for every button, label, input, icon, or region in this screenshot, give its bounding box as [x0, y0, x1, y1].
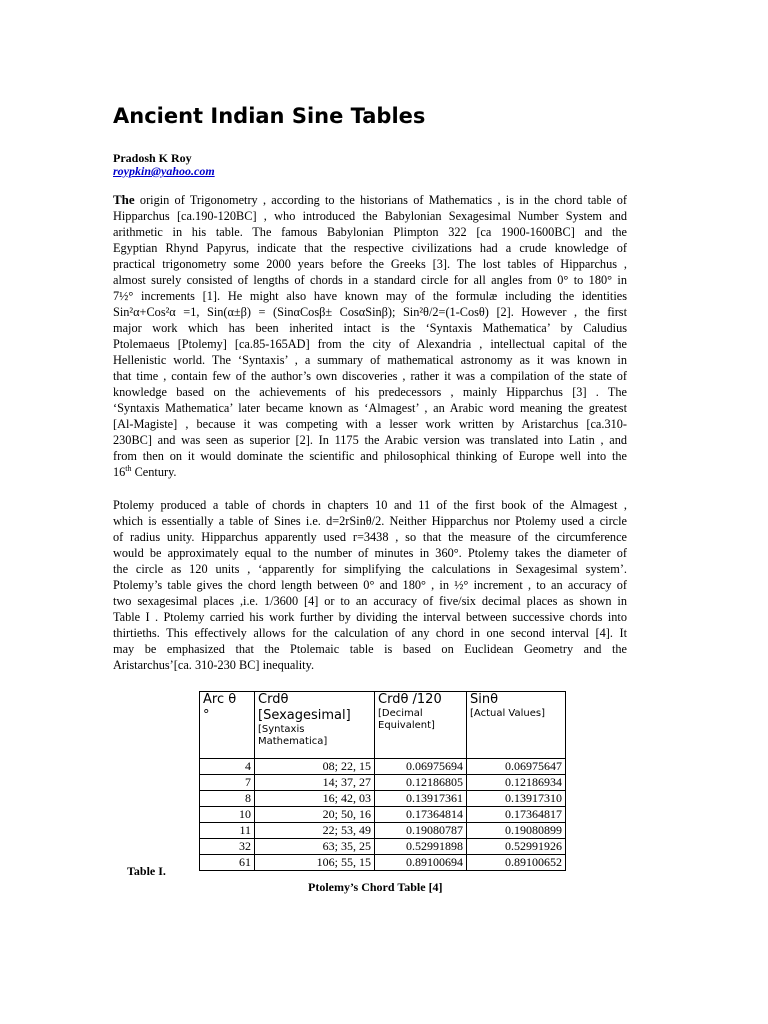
line-text: Century.: [131, 465, 177, 479]
table-row: [200, 839, 566, 855]
text-line: Ptolemy produced a table of chords in chapters 10 and 11 of the first book of the Almagest ,: [113, 498, 627, 512]
header-sin-label: Sinθ: [470, 692, 499, 707]
header-dec-note: [Decimal Equivalent]: [378, 708, 435, 731]
cell-sin: 0.06975647: [467, 759, 566, 775]
text-line: Aristarchus’[ca. 310-230 BC] inequality.: [113, 658, 315, 672]
header-arc-label: Arc θ: [203, 692, 237, 707]
text-line: [113, 192, 627, 208]
table-row: [200, 791, 566, 807]
header-sin-note: [Actual Values]: [470, 708, 545, 719]
text-line: Hipparchus [ca.190-120BC] , who introduced the Babylonian Sexagesimal Number System and: [113, 209, 627, 223]
cell-dec: 0.13917361: [375, 791, 467, 807]
text-line: Ptolemaeus [Ptolemy] [ca.85-165AD] from the city of Alexandria , intellectual capital of the: [113, 337, 627, 351]
cell-crd: 22; 53, 49: [255, 823, 375, 839]
paragraph-ptolemy: [113, 497, 627, 673]
cell-dec: 0.12186805: [375, 775, 467, 791]
text-line: Ptolemy’s table gives the chord length between 0° and 180° , in ½° increment , to an accuracy of: [113, 578, 627, 592]
cell-crd: 106; 55, 15: [255, 855, 375, 871]
text-line: that time , contain few of the author’s own discoveries , rather it was a compilation of the state of: [113, 369, 627, 383]
line-text: origin of Trigonometry , according to the historians of Mathematics , is in the chord table of: [134, 193, 627, 207]
century-number: 16: [113, 465, 126, 479]
table-caption: Ptolemy’s Chord Table [4]: [308, 880, 443, 894]
author-email-link[interactable]: roypkin@yahoo.com: [113, 164, 215, 178]
cell-crd: 16; 42, 03: [255, 791, 375, 807]
author-name: Pradosh K Roy: [113, 151, 192, 165]
header-dec: [375, 692, 467, 759]
text-line: from then on it would dominate the scientific and philosophical thinking of Europe well into the: [113, 449, 627, 463]
cell-dec: 0.06975694: [375, 759, 467, 775]
table-row: [200, 823, 566, 839]
text-line: [113, 464, 627, 480]
cell-arc: 10: [200, 807, 255, 823]
text-line: knowledge based on the achievements of his predecessors , mainly Hipparchus [3] . The: [113, 385, 627, 399]
cell-sin: 0.13917310: [467, 791, 566, 807]
header-crd-note: [Syntaxis Mathematica]: [258, 724, 328, 747]
table-row: [200, 775, 566, 791]
text-line: the circle as 120 units , ‘apparently for simplifying the calculations in Sexagesimal system’.: [113, 562, 627, 576]
text-line: which is essentially a table of Sines i.e. d=2rSinθ/2. Neither Hipparchus nor Ptolemy used a circle: [113, 514, 627, 528]
text-line: Table I . Ptolemy carried his work further by dividing the interval between successive chords into: [113, 610, 627, 624]
text-line: Hellenistic world. The ‘Syntaxis’ , a summary of mathematical astronomy as it was known in: [113, 353, 627, 367]
table-row: [200, 807, 566, 823]
text-line: 230BC] and was seen as superior [2]. In 1175 the Arabic version was translated into Latin , and: [113, 433, 627, 447]
text-line: Sin²α+Cos²α =1, Sin(α±β) = (SinαCosβ± CosαSinβ); Sin²θ/2=(1-Cosθ) [2]. However , the first: [113, 305, 627, 319]
cell-sin: 0.89100652: [467, 855, 566, 871]
cell-arc: 4: [200, 759, 255, 775]
table-row: [200, 855, 566, 871]
text-line: 7½° increments [1]. He might also have known may of the formulæ including the identities: [113, 289, 627, 303]
cell-arc: 8: [200, 791, 255, 807]
document-title: Ancient Indian Sine Tables: [113, 104, 426, 128]
cell-crd: 20; 50, 16: [255, 807, 375, 823]
header-crd-sub: [Sexagesimal]: [258, 708, 351, 723]
cell-arc: 11: [200, 823, 255, 839]
text-line: of radius unity. Hipparchus apparently used r=3438 , so that the measure of the circumference: [113, 530, 627, 544]
text-line: major work which has been inherited intact is the ‘Syntaxis Mathematica’ by Caludius: [113, 321, 627, 335]
header-arc-unit: °: [203, 708, 210, 723]
text-line: two sexagesimal places ,i.e. 1/3600 [4] or to an accuracy of five/six decimal places as shown in: [113, 594, 627, 608]
text-line: Egyptian Rhynd Papyrus, indicate that the respective civilizations had a crude knowledge of: [113, 241, 627, 255]
text-line: [Al-Magiste] , because it was competing with a lesser work written by Aristarchus [ca.310-: [113, 417, 627, 431]
text-line: may be emphasized that the Ptolemaic table is based on Euclidean Geometry and the: [113, 642, 627, 656]
header-dec-label: Crdθ /120: [378, 692, 442, 707]
table-header-row: [200, 692, 566, 759]
cell-dec: 0.89100694: [375, 855, 467, 871]
cell-arc: 32: [200, 839, 255, 855]
header-crd-label: Crdθ: [258, 692, 289, 707]
cell-dec: 0.19080787: [375, 823, 467, 839]
text-line: practical trigonometry some 2000 years before the Greeks [3]. The lost tables of Hipparchus ,: [113, 257, 627, 271]
cell-arc: 7: [200, 775, 255, 791]
table-row: [200, 759, 566, 775]
cell-crd: 63; 35, 25: [255, 839, 375, 855]
chord-table: [199, 691, 566, 871]
cell-arc: 61: [200, 855, 255, 871]
cell-dec: 0.52991898: [375, 839, 467, 855]
text-line: ‘Syntaxis Mathematica’ later became known as ‘Almagest’ , an Arabic word meaning the greatest: [113, 401, 627, 415]
header-crd: [255, 692, 375, 759]
paragraph-origin: [113, 192, 627, 480]
text-line: almost surely consisted of lengths of chords in a standard circle for all angles from 0° to 180° in: [113, 273, 627, 287]
cell-dec: 0.17364814: [375, 807, 467, 823]
cell-crd: 14; 37, 27: [255, 775, 375, 791]
cell-sin: 0.12186934: [467, 775, 566, 791]
cell-sin: 0.17364817: [467, 807, 566, 823]
text-line: arithmetic in his table. The famous Babylonian Plimpton 322 [ca 1900-1600BC] and the: [113, 225, 627, 239]
ordinal-suffix: th: [125, 463, 132, 473]
cell-sin: 0.52991926: [467, 839, 566, 855]
header-sin: [467, 692, 566, 759]
text-line: thirtieths. This effectively allows for the calculation of any chord in one second interval [4]. It: [113, 626, 627, 640]
table-label: Table I.: [127, 864, 166, 878]
cell-sin: 0.19080899: [467, 823, 566, 839]
cell-crd: 08; 22, 15: [255, 759, 375, 775]
header-arc: [200, 692, 255, 759]
lead-word: The: [113, 192, 135, 207]
text-line: would be approximately equal to the number of minutes in 360°. Ptolemy takes the diameter of: [113, 546, 627, 560]
